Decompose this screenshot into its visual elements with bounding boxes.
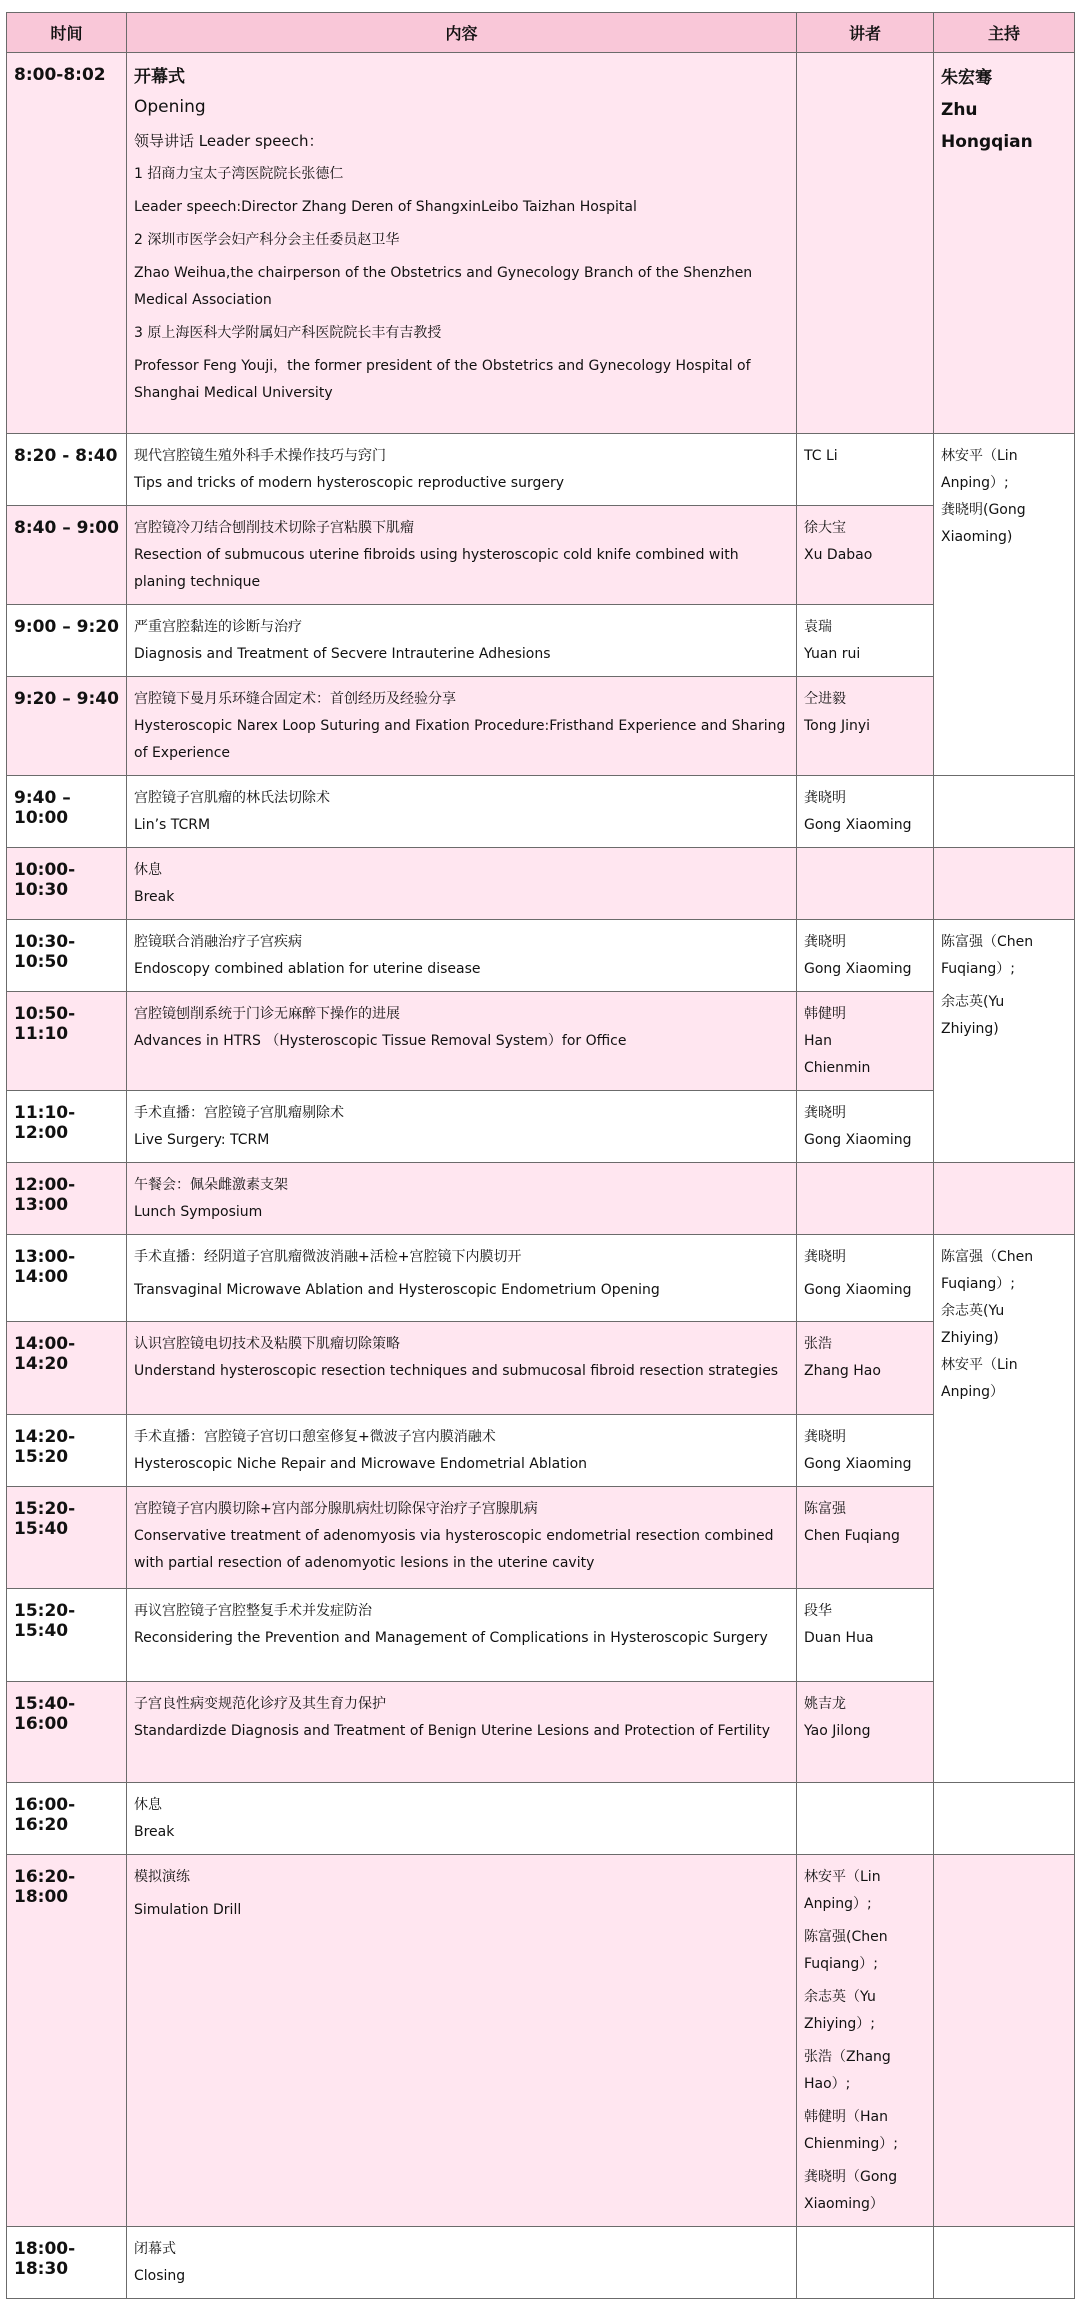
host-line: Fuqiang）; [941,1276,1015,1292]
host-cell [934,53,1075,434]
table-row [7,2227,1075,2299]
speaker-en: Tong Jinyi [804,718,871,734]
speaker-cell [797,2227,934,2299]
host-cell [934,920,1075,1163]
speaker-cell [797,1415,934,1487]
speaker-en: Gong Xiaoming [804,1456,912,1472]
content-en: Tips and tricks of modern hysteroscopic reproductive surgery [134,475,565,491]
host-line: 龚晓明(Gong [941,502,1026,518]
speaker-cn: 龚晓明 [804,1429,846,1445]
content-cn: 子宫良性病变规范化诊疗及其生育力保护 [134,1696,386,1712]
speaker-line: 韩健明（Han [804,2109,888,2125]
speech-line: 2 深圳市医学会妇产科分会主任委员赵卫华 [134,232,400,248]
table-row [7,1235,1075,1322]
time-cell: 10:30-10:50 [7,920,127,992]
host-line: 陈富强（Chen [941,934,1034,950]
host-line: Xiaoming) [941,529,1013,545]
content-en: Closing [134,2268,186,2284]
content-cell [127,506,797,605]
content-cn: 腔镜联合消融治疗子宫疾病 [134,934,302,950]
speaker-cell [797,1682,934,1783]
content-cn: 休息 [134,1797,162,1813]
content-en: Lunch Symposium [134,1204,263,1220]
content-cell [127,1855,797,2227]
host-line: Zhiying) [941,1021,999,1037]
table-row [7,1322,1075,1415]
header-time: 时间 [7,13,127,53]
speaker-line: Hao）; [804,2076,851,2092]
table-row [7,53,1075,434]
time-cell: 18:00-18:30 [7,2227,127,2299]
content-cell [127,1487,797,1589]
table-row [7,1783,1075,1855]
content-en: Hysteroscopic Narex Loop Suturing and Fixation Procedure:Fristhand Experience and Sharing of Experience [134,718,786,761]
content-cn: 手术直播：宫腔镜子宫切口憩室修复+微波子宫内膜消融术 [134,1429,496,1445]
speaker-en: Chen Fuqiang [804,1528,900,1544]
time-cell: 15:20-15:40 [7,1487,127,1589]
content-en: Reconsidering the Prevention and Management of Complications in Hysteroscopic Surgery [134,1630,768,1646]
content-en: Live Surgery: TCRM [134,1132,270,1148]
speaker-cell [797,776,934,848]
host-cell [934,1783,1075,1855]
speaker-cn: 陈富强 [804,1501,846,1517]
host-cell [934,1855,1075,2227]
content-cn: 宫腔镜子宫内膜切除+宫内部分腺肌病灶切除保守治疗子宫腺肌病 [134,1501,538,1517]
content-cn: 宫腔镜子宫肌瘤的林氏法切除术 [134,790,330,806]
table-row [7,1415,1075,1487]
content-cell [127,920,797,992]
speaker-cell [797,1235,934,1322]
host-cell [934,1163,1075,1235]
speaker-cn: 龚晓明 [804,1105,846,1121]
speaker-cell [797,1487,934,1589]
host-cell [934,434,1075,776]
speaker-line: Xiaoming） [804,2196,884,2212]
content-en: Endoscopy combined ablation for uterine disease [134,961,481,977]
time-cell: 8:20 - 8:40 [7,434,127,506]
content-cell [127,1415,797,1487]
table-row [7,434,1075,506]
speaker-line: Anping）; [804,1896,872,1912]
speaker-name: TC Li [804,448,838,464]
time-cell: 15:40-16:00 [7,1682,127,1783]
table-row [7,605,1075,677]
host-line: Fuqiang）; [941,961,1015,977]
content-cell [127,776,797,848]
speaker-line: 张浩（Zhang [804,2049,891,2065]
content-cn: 宫腔镜冷刀结合刨削技术切除子宫粘膜下肌瘤 [134,520,414,536]
table-row [7,1682,1075,1783]
speaker-cn: 仝进毅 [804,691,846,707]
content-cell [127,1682,797,1783]
content-en: Opening [134,97,206,117]
content-cell [127,605,797,677]
content-en: Advances in HTRS （Hysteroscopic Tissue Removal System）for Office [134,1033,627,1049]
content-cn: 休息 [134,862,162,878]
table-row [7,1855,1075,2227]
time-cell: 16:20-18:00 [7,1855,127,2227]
content-cell [127,1235,797,1322]
content-cn: 午餐会：佩朵雌激素支架 [134,1177,288,1193]
content-cn: 模拟演练 [134,1869,190,1885]
speech-line: Zhao Weihua,the chairperson of the Obstetrics and Gynecology Branch of the Shenzhen Medical Association [134,265,753,308]
table-row [7,776,1075,848]
host-cell [934,1235,1075,1783]
content-cn: 认识宫腔镜电切技术及粘膜下肌瘤切除策略 [134,1336,400,1352]
content-cell [127,1163,797,1235]
content-cell [127,53,797,434]
speaker-cn: 龚晓明 [804,1249,846,1265]
time-cell: 15:20-15:40 [7,1589,127,1682]
speaker-en: Duan Hua [804,1630,874,1646]
host-line: Anping）; [941,475,1009,491]
speaker-en: Yao Jilong [804,1723,871,1739]
time-cell: 13:00-14:00 [7,1235,127,1322]
speech-line: 3 原上海医科大学附属妇产科医院院长丰有吉教授 [134,325,442,341]
speaker-en: Chienmin [804,1060,871,1076]
speaker-cell [797,677,934,776]
speaker-en: Xu Dabao [804,547,873,563]
content-cell [127,1589,797,1682]
content-cn: 宫腔镜刨削系统于门诊无麻醉下操作的进展 [134,1006,400,1022]
speaker-en: Zhang Hao [804,1363,881,1379]
speaker-cell [797,920,934,992]
content-en: Understand hysteroscopic resection techniques and submucosal fibroid resection strategies [134,1363,779,1379]
time-cell: 8:00-8:02 [7,53,127,434]
speaker-cell [797,848,934,920]
content-en: Conservative treatment of adenomyosis via hysteroscopic endometrial resection combined with partial resection of adenomyotic lesions in the uterine cavity [134,1528,774,1571]
host-cell [934,848,1075,920]
host-cell [934,2227,1075,2299]
host-line: Zhiying) [941,1330,999,1346]
speaker-line: Zhiying）; [804,2016,876,2032]
table-row [7,920,1075,992]
time-cell: 14:20-15:20 [7,1415,127,1487]
speaker-cn: 张浩 [804,1336,832,1352]
header-row [7,13,1075,53]
speaker-cn: 龚晓明 [804,790,846,806]
table-row [7,677,1075,776]
content-en: Simulation Drill [134,1902,242,1918]
time-cell: 12:00-13:00 [7,1163,127,1235]
content-cell [127,848,797,920]
time-cell: 16:00-16:20 [7,1783,127,1855]
content-en: Resection of submucous uterine fibroids using hysteroscopic cold knife combined with planing technique [134,547,739,590]
speaker-cell [797,1589,934,1682]
speaker-cn: 龚晓明 [804,934,846,950]
speech-line: Leader speech:Director Zhang Deren of ShangxinLeibo Taizhan Hospital [134,199,637,215]
content-cell [127,2227,797,2299]
content-cn: 宫腔镜下曼月乐环缝合固定术：首创经历及经验分享 [134,691,456,707]
host-line: 余志英(Yu [941,1303,1005,1319]
speaker-cell [797,1322,934,1415]
speaker-en: Gong Xiaoming [804,817,912,833]
speaker-line: Chienming）; [804,2136,899,2152]
content-en: Break [134,889,175,905]
host-line: 余志英(Yu [941,994,1005,1010]
table-row [7,1589,1075,1682]
time-cell: 10:00-10:30 [7,848,127,920]
time-cell: 14:00-14:20 [7,1322,127,1415]
content-en: Break [134,1824,175,1840]
speaker-line: 余志英（Yu [804,1989,876,2005]
table-row [7,992,1075,1091]
table-row [7,1163,1075,1235]
content-cn: 严重宫腔黏连的诊断与治疗 [134,619,302,635]
time-cell: 11:10-12:00 [7,1091,127,1163]
host-cell [934,776,1075,848]
speaker-en: Gong Xiaoming [804,1282,912,1298]
content-en: Hysteroscopic Niche Repair and Microwave Endometrial Ablation [134,1456,588,1472]
content-en: Transvaginal Microwave Ablation and Hysteroscopic Endometrium Opening [134,1282,660,1298]
content-cell [127,434,797,506]
time-cell: 9:20 – 9:40 [7,677,127,776]
speaker-cell [797,434,934,506]
speaker-en: Gong Xiaoming [804,1132,912,1148]
speaker-cell [797,53,934,434]
content-cn: 手术直播：宫腔镜子宫肌瘤剔除术 [134,1105,344,1121]
time-cell: 9:40 – 10:00 [7,776,127,848]
content-cell [127,677,797,776]
time-cell: 10:50-11:10 [7,992,127,1091]
table-row [7,506,1075,605]
speech-line: 1 招商力宝太子湾医院院长张德仁 [134,166,344,182]
speaker-line: 陈富强(Chen [804,1929,888,1945]
speaker-cell [797,605,934,677]
speech-line: Professor Feng Youji，the former president of the Obstetrics and Gynecology Hospital of Shanghai Medical University [134,358,751,401]
speaker-cn: 段华 [804,1603,832,1619]
host-line: Anping） [941,1384,1004,1400]
content-cell [127,992,797,1091]
table-row [7,1091,1075,1163]
content-cell [127,1322,797,1415]
content-cn: 再议宫腔镜子宫腔整复手术并发症防治 [134,1603,372,1619]
speaker-cell [797,1163,934,1235]
content-en: Standardizde Diagnosis and Treatment of Benign Uterine Lesions and Protection of Fertility [134,1723,771,1739]
host-en: Zhu Hongqian [941,100,1033,152]
speaker-cn: 韩健明 [804,1006,846,1022]
schedule-table [6,12,1075,2299]
content-cell [127,1783,797,1855]
content-cn: 开幕式 [134,67,185,87]
speaker-cell [797,1855,934,2227]
content-cn: 手术直播：经阴道子宫肌瘤微波消融+活检+宫腔镜下内膜切开 [134,1249,522,1265]
host-line: 陈富强（Chen [941,1249,1034,1265]
header-speaker: 讲者 [797,13,934,53]
time-cell: 8:40 – 9:00 [7,506,127,605]
content-cn: 闭幕式 [134,2241,176,2257]
leader-title: 领导讲话 Leader speech： [134,132,324,150]
table-row [7,848,1075,920]
host-cn: 朱宏骞 [941,68,992,88]
speaker-en: Yuan rui [804,646,861,662]
speaker-line: 林安平（Lin [804,1869,881,1885]
speaker-cell [797,992,934,1091]
speaker-line: Fuqiang）; [804,1956,878,1972]
host-line: 林安平（Lin [941,448,1018,464]
speaker-en: Han [804,1033,832,1049]
content-cn: 现代宫腔镜生殖外科手术操作技巧与窍门 [134,448,386,464]
host-line: 林安平（Lin [941,1357,1018,1373]
speaker-cn: 姚吉龙 [804,1696,846,1712]
content-en: Lin’s TCRM [134,817,211,833]
content-cell [127,1091,797,1163]
speaker-line: 龚晓明（Gong [804,2169,898,2185]
speaker-cell [797,1783,934,1855]
content-en: Diagnosis and Treatment of Secvere Intrauterine Adhesions [134,646,551,662]
speaker-en: Gong Xiaoming [804,961,912,977]
speaker-cell [797,506,934,605]
header-content: 内容 [127,13,797,53]
speaker-cn: 徐大宝 [804,520,846,536]
header-host: 主持 [934,13,1075,53]
speaker-cn: 袁瑞 [804,619,832,635]
speaker-cell [797,1091,934,1163]
table-row [7,1487,1075,1589]
time-cell: 9:00 – 9:20 [7,605,127,677]
